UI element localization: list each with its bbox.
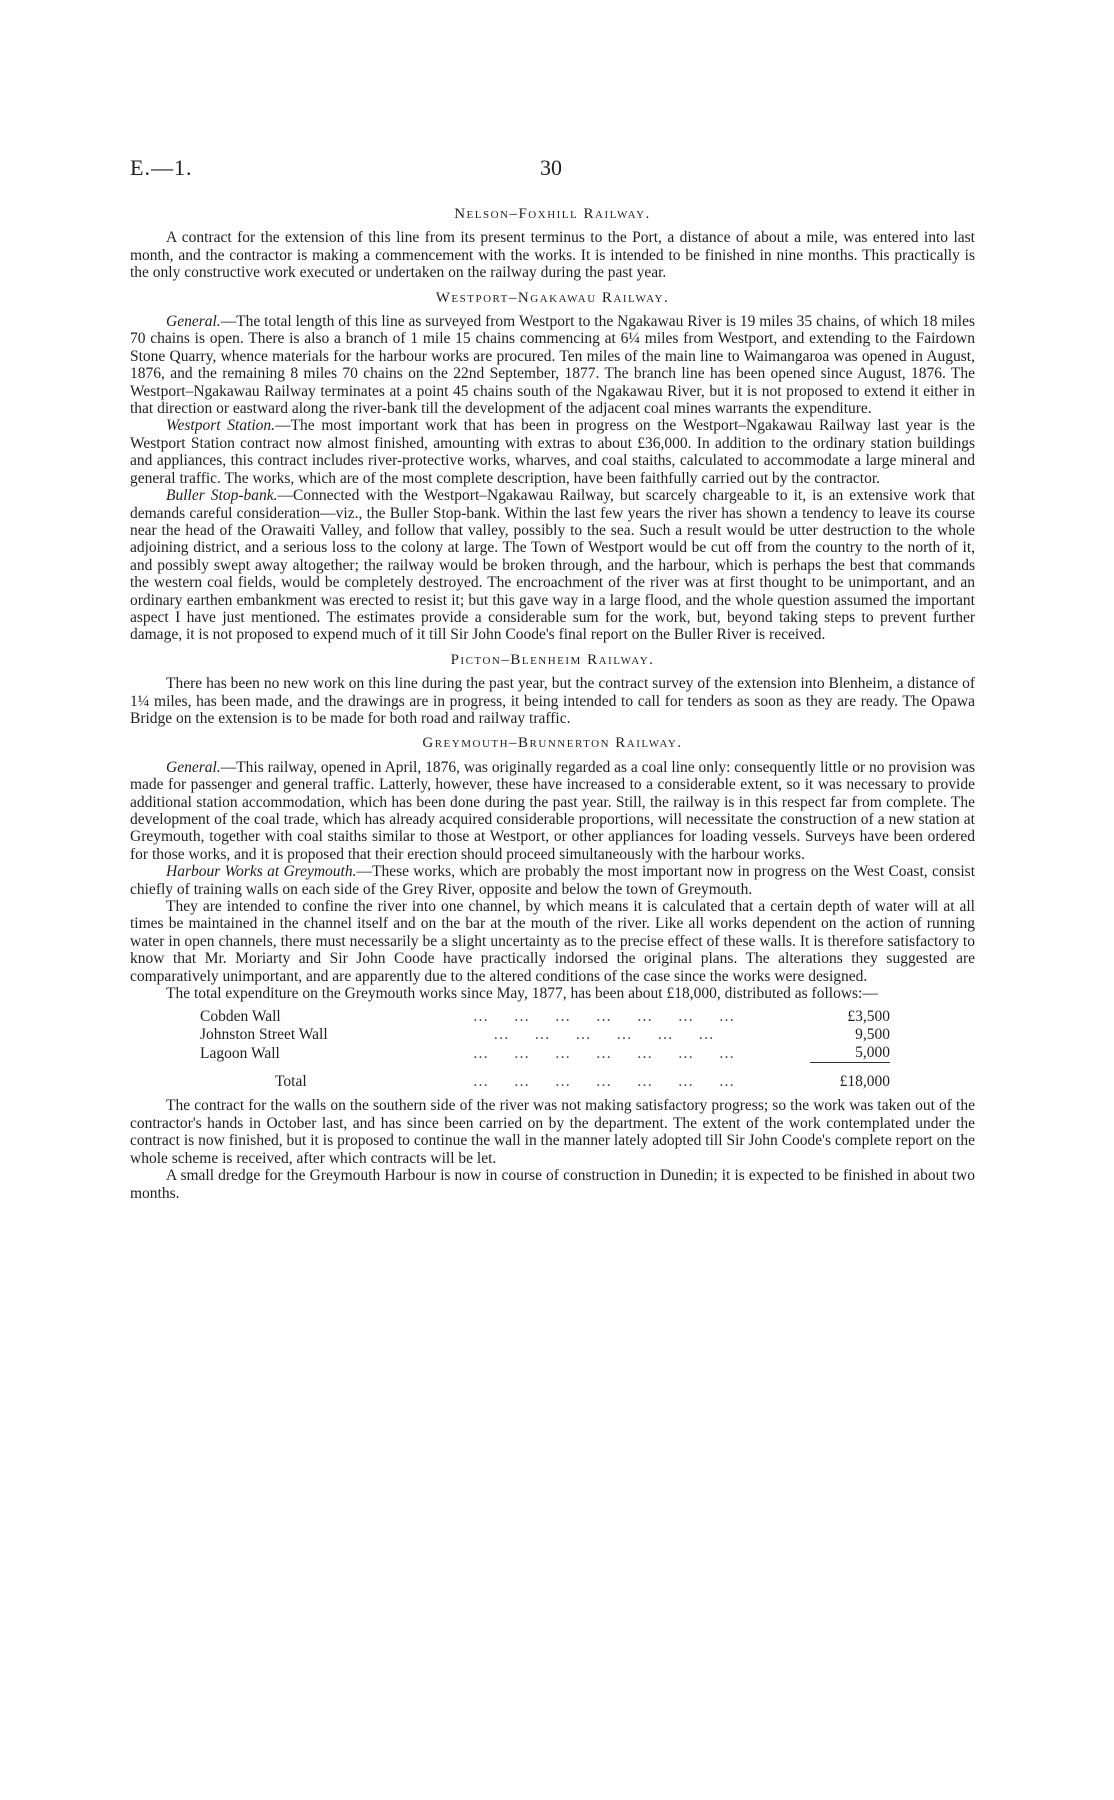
paragraph-text: —The most important work that has been in progress on the Westport–Ngakawau Railway last year is the Westport Station contract now almost finished, amounting with extras to about £36,000. In addition to the ordinary station buildings and appliances, this contract includes river-protective works, wharves, and coal staiths, calculated to accommodate a large mineral and general traffic. The works, which are of the most complete description, have been faithfully carried out by the contractor. [130,417,975,487]
paragraph [130,675,975,727]
total-row [200,1073,890,1091]
paragraph [130,229,975,281]
row-label: Johnston Street Wall [200,1026,328,1044]
paragraph-text: A contract for the extension of this line from its present terminus to the Port, a distance of about a mile, was entered into last month, and the contractor is making a commencement with the works. It is intended to be finished in nine months. This practically is the only constructive work executed or undertaken on the railway during the past year. [130,229,975,282]
paragraph [130,863,975,898]
paragraph-text: —The total length of this line as surveyed from Westport to the Ngakawau River is 19 miles 35 chains, of which 18 miles 70 chains is open. There is also a branch of 1 mile 15 chains commencing at 6¼ miles from Westport, and extending to the Fairdown Stone Quarry, whence materials for the harbour works are procured. Ten miles of the main line to Waimangaroa was opened in August, 1876, and the remaining 8 miles 70 chains on the 22nd September, 1877. The branch line has been opened since August, 1876. The Westport–Ngakawau Railway terminates at a point 45 chains south of the Ngakawau River, but it is not proposed to extend it either in that direction or eastward along the river-bank till the development of the adjacent coal mines warrants the expenditure. [130,313,975,418]
side-heading: Westport Station. [166,417,276,435]
paragraph-text: There has been no new work on this line during the past year, but the contract survey of the extension into Blenheim, a distance of 1¼ miles, has been made, and the drawings are in progress, it being intended to call for tenders as soon as they are ready. The Opawa Bridge on the extension is to be made for both road and railway traffic. [130,675,975,727]
paragraph-text: A small dredge for the Greymouth Harbour is now in course of construction in Dunedin; it is expected to be finished in about two months. [130,1167,975,1202]
side-heading: General. [166,758,221,776]
side-heading: Buller Stop-bank. [166,487,278,505]
row-amount: 9,500 [855,1026,890,1044]
paragraph-text: The total expenditure on the Greymouth works since May, 1877, has been about £18,000, distributed as follows:— [166,985,878,1003]
paragraph-text: They are intended to confine the river into one channel, by which means it is calculated that a certain depth of water will at all times be maintained in the channel itself and on the bar at the mouth of the river. Like all works dependent on the action of running water in open channels, there must necessarily be a slight uncertainty as to the precise effect of these walls. It is therefore satisfactory to know that Mr. Moriarty and Sir John Coode have practically indorsed the original plans. The alterations they suggested are comparatively unimportant, and are apparently due to the altered conditions of the case since the works were designed. [130,898,975,985]
leader-dots: … … … … … … … [472,1008,737,1026]
section-heading: Nelson–Foxhill Railway. [454,206,651,222]
leader-dots: … … … … … … … [472,1073,737,1091]
leader-dots: … … … … … … [493,1026,716,1044]
paragraph [130,417,975,487]
row-amount: 5,000 [810,1044,890,1063]
paragraph-text: The contract for the walls on the southern side of the river was not making satisfactory progress; so the work was taken out of the contractor's hands in October last, and has since been carried on by the department. The extent of the work contemplated under the contract is now finished, but it is proposed to continue the wall in the manner lately adopted till Sir John Coode's complete report on the whole scheme is received, after which contracts will be let. [130,1097,975,1167]
page-header [130,155,900,185]
page-number: 30 [540,155,562,180]
expenditure-table [200,1008,890,1091]
table-row [200,1026,890,1044]
paragraph [130,759,975,863]
page-code: E.—1. [130,155,193,180]
side-heading: Harbour Works at Greymouth. [166,863,357,881]
table-spacer [200,1063,890,1074]
total-label: Total [275,1073,307,1091]
paragraph-text: —This railway, opened in April, 1876, was originally regarded as a coal line only: consequently little or no provision was made for passenger and general traffic. Latterly, however, these have increased to a considerable extent, so it was necessary to provide additional station accommodation, which has been done during the past year. Still, the railway is in this respect far from complete. The development of the coal trade, which has already acquired considerable proportions, will necessitate the construction of a new station at Greymouth, together with coal staiths similar to those at Westport, or other appliances for loading vessels. Surveys have been ordered for those works, and it is proposed that their erection should proceed simultaneously with the harbour works. [130,758,975,863]
paragraph [130,985,975,1002]
paragraph-text: —These works, which are probably the most important now in progress on the West Coast, consist chiefly of training walls on each side of the Grey River, opposite and below the town of Greymouth. [130,863,975,898]
table-row [200,1008,890,1026]
table-row [200,1044,890,1063]
paragraph [130,487,975,644]
total-amount: £18,000 [839,1073,890,1091]
section-heading: Picton–Blenheim Railway. [450,651,655,668]
paragraph [130,313,975,417]
paragraph [130,1167,975,1202]
paragraph-text: —Connected with the Westport–Ngakawau Railway, but scarcely chargeable to it, is an extensive work that demands careful consideration—viz., the Buller Stop-bank. Within the last few years the river has shown a tendency to leave its course near the head of the Orawaiti Valley, and follow that valley, possibly to the sea. Such a result would be utter destruction to the whole adjoining district, and a serious loss to the colony at large. The Town of Westport would be cut off from the country to the north of it, and possibly swept away altogether; the railway would be broken through, and the harbour, which is perhaps the best that commands the western coal fields, would be completely destroyed. The encroachment of the river was at first thought to be unimportant, and an ordinary earthen embankment was erected to resist it; but this gave way in a large flood, and the whole question assumed the important aspect I have just mentioned. The estimates provide a considerable sum for the work, but, beyond taking steps to prevent further damage, it is not proposed to expend much of it till Sir John Coode's final report on the Buller River is received. [130,487,975,644]
leader-dots: … … … … … … … [472,1044,737,1062]
paragraph [130,1097,975,1167]
row-amount: £3,500 [847,1008,890,1026]
section-heading: Greymouth–Brunnerton Railway. [422,735,683,752]
row-label: Lagoon Wall [200,1044,280,1062]
document-body [130,198,975,1202]
side-heading: General. [166,313,221,331]
section-heading: Westport–Ngakawau Railway. [435,289,670,306]
row-label: Cobden Wall [200,1008,281,1026]
paragraph [130,898,975,985]
